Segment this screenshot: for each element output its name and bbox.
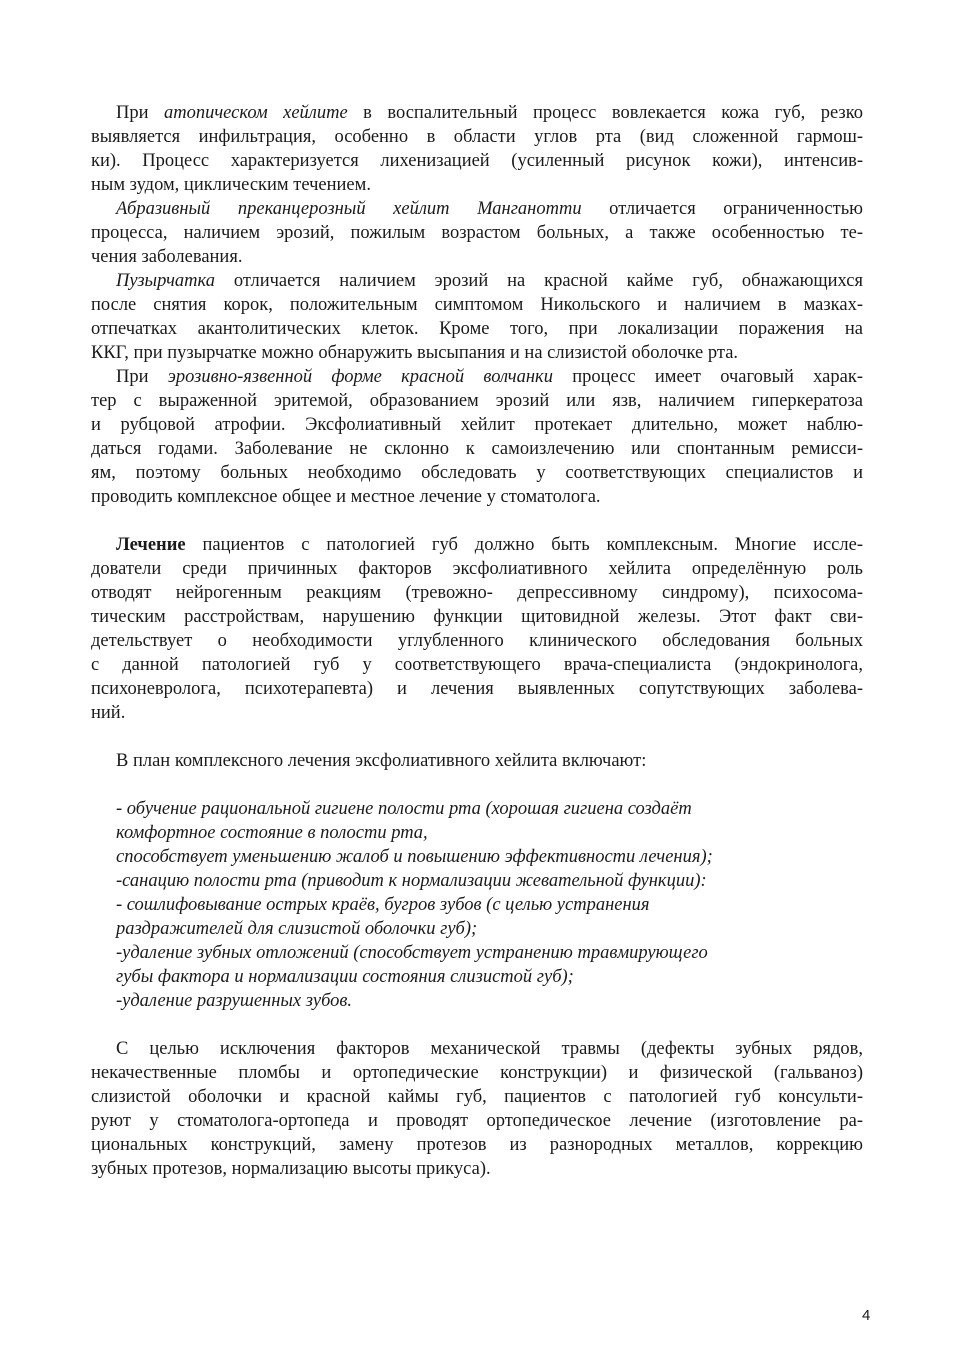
paragraph-lupus <box>91 365 863 509</box>
text: процесс имеет очаговый харак- <box>552 367 863 387</box>
text-line: С целью исключения факторов механической травмы (дефекты зубных рядов, <box>116 1039 863 1059</box>
paragraph-pemphigus <box>91 269 863 365</box>
list-item: - сошлифовывание острых краёв, бугров зубов (с целью устранения <box>116 895 650 915</box>
list-item: губы фактора и нормализации состояния слизистой губ); <box>116 967 574 987</box>
page-number: 4 <box>862 1307 871 1324</box>
text-line: тер с выраженной эритемой, образованием эрозий или язв, наличием гиперкератоза <box>91 391 863 411</box>
text-line: чения заболевания. <box>91 247 243 267</box>
term-italic: атопическом хейлите <box>164 103 348 123</box>
paragraph-manganotti <box>91 197 863 269</box>
text-line: ККГ, при пузырчатке можно обнаружить высыпания и на слизистой оболочке рта. <box>91 343 739 363</box>
paragraph-atopic-cheilitis <box>91 101 863 197</box>
text: При <box>116 367 168 387</box>
text: в воспалительный процесс вовлекается кожа губ, резко <box>347 103 863 123</box>
term-bold: Лечение <box>116 535 186 555</box>
text-line: дователи среди причинных факторов эксфолиативного хейлита определённую роль <box>91 559 863 579</box>
list-item: раздражителей для слизистой оболочки губ); <box>116 919 478 939</box>
text-line: ям, поэтому больных необходимо обследовать у соответствующих специалистов и <box>91 463 863 483</box>
text: При <box>116 103 164 123</box>
text-line: и рубцовой атрофии. Эксфолиативный хейлит протекает длительно, может наблю- <box>91 415 863 435</box>
text-line: детельствует о необходимости углубленного клинического обследования больных <box>91 631 863 651</box>
list-item: - обучение рациональной гигиене полости рта (хорошая гигиена создаёт <box>116 799 692 819</box>
text-line: с данной патологией губ у соответствующего врача-специалиста (эндокринолога, <box>91 655 863 675</box>
text-line: ки). Процесс характеризуется лихенизацией (усиленный рисунок кожи), интенсив- <box>91 151 863 171</box>
paragraph-treatment <box>91 533 863 725</box>
text-line: даться годами. Заболевание не склонно к самоизлечению или спонтанным ремисси- <box>91 439 863 459</box>
text-line: тическим расстройствам, нарушению функции щитовидной железы. Этот факт сви- <box>91 607 863 627</box>
text-line: руют у стоматолога-ортопеда и проводят ортопедическое лечение (изготовление ра- <box>91 1111 863 1131</box>
text-line: ным зудом, циклическим течением. <box>91 175 371 195</box>
text-line: слизистой оболочки и красной каймы губ, пациентов с патологией губ консульти- <box>91 1087 863 1107</box>
text-line: психоневролога, психотерапевта) и лечения выявленных сопутствующих заболева- <box>91 679 863 699</box>
text-line: ний. <box>91 703 126 723</box>
list-item: комфортное состояние в полости рта, <box>116 823 428 843</box>
term-italic: эрозивно-язвенной форме красной волчанки <box>167 367 553 387</box>
text-line: зубных протезов, нормализацию высоты прикуса). <box>91 1159 491 1179</box>
page-body <box>91 101 863 1181</box>
list-item: -удаление разрушенных зубов. <box>116 991 353 1011</box>
treatment-list <box>91 797 863 1013</box>
term-italic: Абразивный преканцерозный хейлит Манганотти <box>116 199 582 219</box>
text-line: отпечатках акантолитических клеток. Кроме того, при локализации поражения на <box>91 319 863 339</box>
text-line: процесса, наличием эрозий, пожилым возрастом больных, а также особенностью те- <box>91 223 863 243</box>
list-item: -санацию полости рта (приводит к нормализации жевательной функции): <box>116 871 707 891</box>
text: отличается наличием эрозий на красной кайме губ, обнажающихся <box>214 271 863 291</box>
list-item: -удаление зубных отложений (способствует устранению травмирующего <box>116 943 708 963</box>
list-item: способствует уменьшению жалоб и повышению эффективности лечения); <box>116 847 713 867</box>
text-line: некачественные пломбы и ортопедические конструкции) и физической (гальваноз) <box>91 1063 863 1083</box>
text-line: после снятия корок, положительным симптомом Никольского и наличием в мазках- <box>91 295 863 315</box>
text: пациентов с патологией губ должно быть комплексным. Многие иссле- <box>185 535 863 555</box>
text-line: отводят нейрогенным реакциям (тревожно- депрессивному синдрому), психосома- <box>91 583 863 603</box>
text-line: В план комплексного лечения эксфолиативного хейлита включают: <box>116 751 647 771</box>
term-italic: Пузырчатка <box>116 271 215 291</box>
text-line: проводить комплексное общее и местное лечение у стоматолога. <box>91 487 601 507</box>
paragraph-orthopedic <box>91 1037 863 1181</box>
text: отличается ограниченностью <box>581 199 863 219</box>
text-line: выявляется инфильтрация, особенно в области углов рта (вид сложенной гармош- <box>91 127 863 147</box>
paragraph-plan-intro <box>91 749 863 773</box>
text-line: циональных конструкций, замену протезов из разнородных металлов, коррекцию <box>91 1135 863 1155</box>
